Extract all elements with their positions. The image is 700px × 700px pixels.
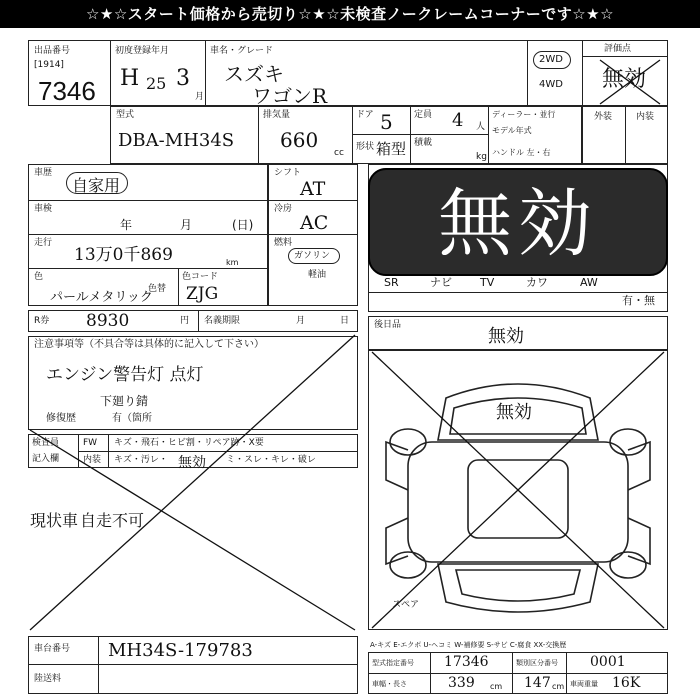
meigi-day: 日 [340, 316, 350, 326]
rear-void-mark: 無効 [488, 326, 524, 347]
name-label: 車名・グレード [210, 46, 274, 56]
mileage-value: 13万0千869 [74, 245, 173, 265]
km-unit: km [226, 258, 239, 267]
meigi-label: 名義期限 [204, 316, 241, 326]
fw-items: キズ・飛石・ヒビ割・リペア跡・X要 [114, 438, 264, 448]
equipment-sr: SR [384, 276, 399, 289]
in-label: 内装 [83, 455, 102, 465]
cm-unit-2: cm [552, 682, 565, 691]
fuel-value: ガソリン [294, 251, 331, 261]
load-label: 積載 [414, 138, 433, 148]
in-items-2: ミ・スレ・キレ・破レ [226, 455, 316, 465]
color-code-value: ZJG [186, 284, 219, 304]
rating-value: 無効 [602, 67, 647, 92]
first-reg-month: 3 [176, 66, 190, 91]
shape-label: 形状 [356, 142, 375, 152]
inspection-label: 車検 [34, 204, 53, 214]
month-unit: 月 [195, 92, 205, 102]
model-designation-label: 型式指定番号 [372, 659, 414, 667]
kg-unit: kg [476, 152, 487, 162]
color-value: パールメタリック [50, 290, 153, 305]
spare-label: スペア [392, 600, 420, 610]
inspector-label-1: 検査員 [32, 438, 60, 448]
class-label: 類別区分番号 [516, 659, 558, 667]
notes-line-2: 下廻り錆 [100, 394, 149, 408]
recycle-label: R券 [34, 316, 50, 326]
capacity-value: 4 [452, 110, 464, 131]
equipment-aw: AW [580, 276, 598, 289]
cm-unit-1: cm [490, 682, 503, 691]
handwritten-note-1: 現状車 [30, 511, 79, 530]
displacement-label: 排気量 [263, 110, 291, 120]
interior-label: 内装 [636, 112, 655, 122]
class-value: 0001 [590, 654, 626, 670]
doors-label: ドア [356, 110, 374, 120]
inspection-day: (日) [232, 218, 254, 232]
ac-value: AC [300, 212, 329, 234]
shift-label: シフト [274, 168, 302, 178]
chassis-value: MH34S-179783 [108, 640, 253, 661]
shape-value: 箱型 [376, 140, 407, 158]
dimensions-label: 車幅・長さ [372, 680, 407, 688]
handle-label: ハンドル 左・右 [492, 148, 551, 157]
color-code-label: 色コード [182, 272, 219, 282]
void-stamp: 無効 [368, 168, 668, 276]
weight-label: 車両重量 [570, 680, 598, 688]
in-void-mark: 無効 [178, 455, 206, 471]
cc-unit: cc [334, 148, 344, 158]
type-value: DBA-MH34S [118, 130, 235, 151]
shipping-label: 陸送料 [34, 674, 62, 684]
equipment-navi: ナビ [430, 276, 452, 289]
weight-value: 16K [612, 675, 641, 691]
handwritten-note-2: 自走不可 [80, 511, 145, 530]
repair-label: 修復歴 [46, 413, 76, 424]
inspector-label-2: 記入欄 [32, 454, 60, 464]
dealer-label: ディーラー・並行 [492, 110, 556, 119]
first-reg-label: 初度登録年月 [115, 46, 170, 56]
model-designation-value: 17346 [444, 654, 489, 670]
inspection-month: 月 [180, 218, 193, 232]
equipment-yes-no: 有・無 [622, 294, 655, 307]
model-year-label: モデル年式 [492, 126, 532, 135]
recycle-unit: 円 [180, 316, 190, 326]
fuel-light: 軽油 [308, 270, 327, 280]
damage-legend: A-キズ E-エクボ U-ヘコミ W-補修要 S-サビ C-腐食 XX-交換歴 [370, 641, 567, 649]
shift-value: AT [300, 178, 326, 200]
meigi-month: 月 [296, 316, 306, 326]
rear-label: 後日品 [374, 320, 402, 330]
mileage-label: 走行 [34, 238, 53, 248]
type-label: 型式 [116, 110, 135, 120]
chassis-label: 車台番号 [34, 644, 71, 654]
equipment-leather: カワ [526, 276, 548, 289]
header-banner: ☆★☆スタート価格から売切り☆★☆未検査ノークレームコーナーです☆★☆ [0, 0, 700, 28]
drive-4wd: 4WD [539, 79, 563, 90]
fuel-label: 燃料 [274, 238, 293, 248]
drive-2wd: 2WD [539, 54, 563, 65]
maker-name: スズキ [224, 62, 284, 86]
capacity-unit: 人 [476, 122, 486, 132]
length-value: 339 [448, 675, 475, 691]
model-name: ワゴンR [252, 84, 328, 108]
lot-sub: [1914] [34, 60, 64, 70]
fw-label: FW [83, 438, 98, 448]
color-label: 色 [34, 272, 44, 282]
doors-value: 5 [380, 110, 393, 134]
notes-line-1: エンジン警告灯 点灯 [46, 365, 204, 385]
lot-number: 7346 [38, 76, 96, 106]
exterior-label: 外装 [594, 112, 613, 122]
width-value: 147 [524, 675, 551, 691]
capacity-label: 定員 [414, 110, 433, 120]
displacement-value: 660 [280, 128, 319, 152]
rating-label: 評価点 [604, 44, 632, 54]
equipment-tv: TV [480, 276, 495, 289]
usage-value: 自家用 [72, 176, 121, 195]
first-reg-year: 25 [146, 74, 167, 93]
first-reg-era: H [120, 66, 140, 91]
color-change-label: 色替 [148, 284, 167, 294]
inspection-year: 年 [120, 218, 133, 232]
notes-title: 注意事項等（不具合等は具体的に記入して下さい） [34, 339, 264, 350]
lot-label: 出品番号 [34, 46, 71, 56]
in-items: キズ・汚レ・ [114, 455, 168, 465]
usage-label: 車歴 [34, 168, 53, 178]
ac-label: 冷房 [274, 204, 293, 214]
repair-value: 有（箇所 [112, 413, 152, 424]
recycle-value: 8930 [86, 311, 130, 331]
diagram-void-mark: 無効 [496, 402, 532, 423]
